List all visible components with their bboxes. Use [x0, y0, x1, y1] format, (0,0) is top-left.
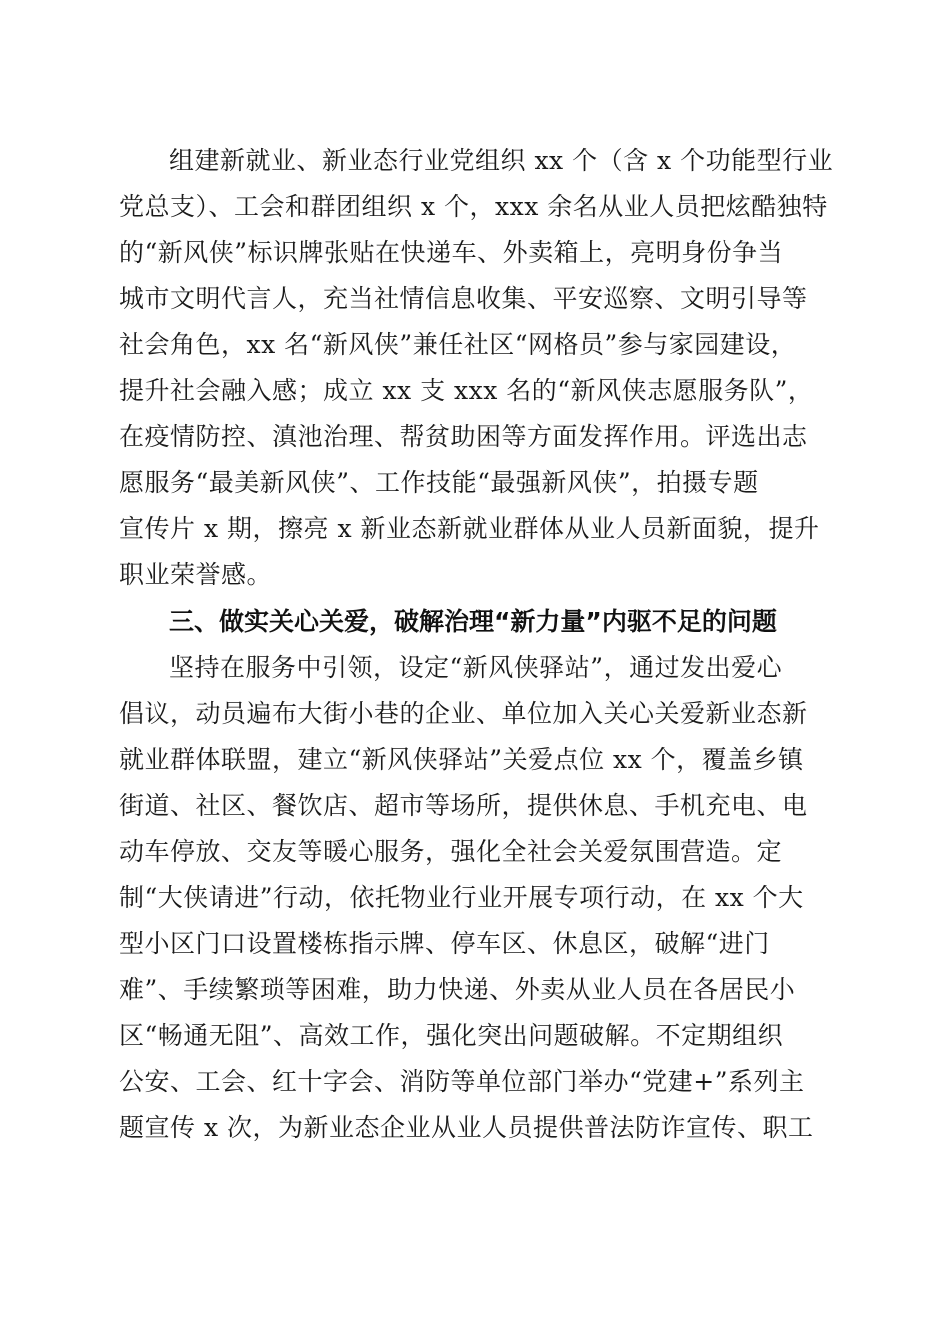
paragraph-2-line-1: 坚持在服务中引领，设定“新风侠驿站”，通过发出爱心: [169, 653, 783, 682]
paragraph-1-line-3: 的“新风侠”标识牌张贴在快递车、外卖箱上，亮明身份争当: [119, 238, 784, 267]
paragraph-2-line-7: 型小区门口设置楼栋指示牌、停车区、休息区，破解“进门: [119, 929, 770, 958]
paragraph-1-line-1: 组建新就业、新业态行业党组织 xx 个（含 x 个功能型行业: [169, 146, 834, 175]
paragraph-2-line-8: 难”、手续繁琐等困难，助力快递、外卖从业人员在各居民小: [119, 975, 796, 1004]
paragraph-1-line-5: 社会角色，xx 名“新风侠”兼任社区“网格员”参与家园建设，: [119, 330, 797, 359]
paragraph-2-line-9: 区“畅通无阻”、高效工作，强化突出问题破解。不定期组织: [119, 1021, 784, 1050]
paragraph-2-line-2: 倡议，动员遍布大街小巷的企业、单位加入关心关爱新业态新: [119, 699, 808, 728]
paragraph-1-line-6: 提升社会融入感；成立 xx 支 xxx 名的“新风侠志愿服务队”，: [119, 376, 814, 405]
paragraph-1-line-4: 城市文明代言人，充当社情信息收集、平安巡察、文明引导等: [119, 284, 808, 313]
paragraph-1-line-7: 在疫情防控、滇池治理、帮贫助困等方面发挥作用。评选出志: [119, 422, 808, 451]
paragraph-1-line-2: 党总支）、工会和群团组织 x 个，xxx 余名从业人员把炫酷独特: [119, 192, 828, 221]
paragraph-2-line-3: 就业群体联盟，建立“新风侠驿站”关爱点位 xx 个，覆盖乡镇: [119, 745, 804, 774]
section-heading: 三、做实关心关爱，破解治理“新力量”内驱不足的问题: [169, 607, 777, 636]
paragraph-2-line-11: 题宣传 x 次，为新业态企业从业人员提供普法防诈宣传、职工: [119, 1113, 814, 1142]
paragraph-2-line-4: 街道、社区、餐饮店、超市等场所，提供休息、手机充电、电: [119, 791, 808, 820]
paragraph-2-line-5: 动车停放、交友等暖心服务，强化全社会关爱氛围营造。定: [119, 837, 783, 866]
paragraph-2-line-10: 公安、工会、红十字会、消防等单位部门举办“党建+”系列主: [119, 1067, 805, 1096]
paragraph-1-line-9: 宣传片 x 期，擦亮 x 新业态新就业群体从业人员新面貌，提升: [119, 514, 820, 543]
paragraph-1-line-8: 愿服务“最美新风侠”、工作技能“最强新风侠”，拍摄专题: [119, 468, 759, 497]
paragraph-2-line-6: 制“大侠请进”行动，依托物业行业开展专项行动，在 xx 个大: [119, 883, 804, 912]
paragraph-1-line-10: 职业荣誉感。: [119, 560, 273, 589]
